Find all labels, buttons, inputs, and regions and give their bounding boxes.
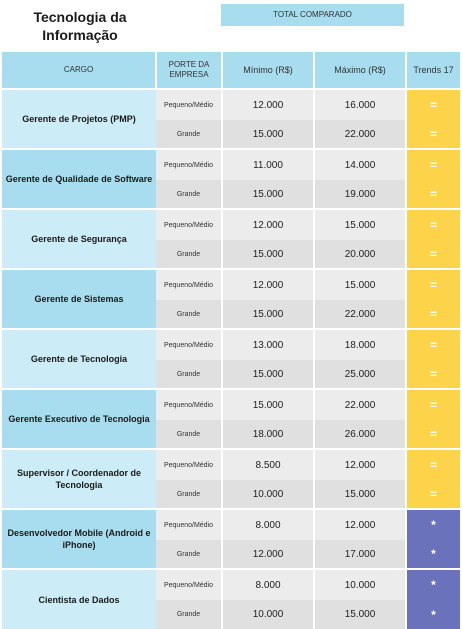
table-body <box>2 89 460 629</box>
porte-cell: Grande <box>156 420 222 449</box>
trend-equal-icon: = <box>406 269 460 300</box>
cargo-cell: Gerente de Sistemas <box>2 269 156 329</box>
porte-cell: Grande <box>156 120 222 149</box>
cargo-cell: Gerente de Tecnologia <box>2 329 156 389</box>
min-salary-cell: 8.500 <box>222 449 314 480</box>
trend-equal-icon: = <box>406 240 460 269</box>
max-salary-cell: 12.000 <box>314 509 406 540</box>
max-salary-cell: 19.000 <box>314 180 406 209</box>
header-trends: Trends 17 <box>406 52 460 89</box>
header-maximo: Máximo (R$) <box>314 52 406 89</box>
min-salary-cell: 8.000 <box>222 569 314 600</box>
trend-equal-icon: = <box>406 449 460 480</box>
total-compared-banner: TOTAL COMPARADO <box>221 4 404 26</box>
trend-equal-icon: = <box>406 149 460 180</box>
porte-cell: Pequeno/Médio <box>156 389 222 420</box>
header-minimo: Mínimo (R$) <box>222 52 314 89</box>
max-salary-cell: 17.000 <box>314 540 406 569</box>
min-salary-cell: 15.000 <box>222 300 314 329</box>
trend-equal-icon: = <box>406 389 460 420</box>
trend-asterisk-icon: * <box>406 509 460 540</box>
trend-equal-icon: = <box>406 89 460 120</box>
salary-table <box>2 52 460 629</box>
min-salary-cell: 18.000 <box>222 420 314 449</box>
min-salary-cell: 13.000 <box>222 329 314 360</box>
porte-cell: Grande <box>156 180 222 209</box>
table-header-row <box>2 52 460 89</box>
max-salary-cell: 15.000 <box>314 269 406 300</box>
min-salary-cell: 15.000 <box>222 120 314 149</box>
max-salary-cell: 22.000 <box>314 389 406 420</box>
trend-equal-icon: = <box>406 209 460 240</box>
min-salary-cell: 11.000 <box>222 149 314 180</box>
trend-asterisk-icon: * <box>406 600 460 629</box>
min-salary-cell: 15.000 <box>222 389 314 420</box>
max-salary-cell: 15.000 <box>314 480 406 509</box>
cargo-cell: Supervisor / Coordenador de Tecnologia <box>2 449 156 509</box>
trend-equal-icon: = <box>406 329 460 360</box>
header-porte: PORTE DA EMPRESA <box>156 52 222 89</box>
porte-cell: Pequeno/Médio <box>156 449 222 480</box>
porte-cell: Pequeno/Médio <box>156 209 222 240</box>
max-salary-cell: 12.000 <box>314 449 406 480</box>
porte-cell: Pequeno/Médio <box>156 509 222 540</box>
porte-cell: Grande <box>156 540 222 569</box>
porte-cell: Grande <box>156 300 222 329</box>
max-salary-cell: 26.000 <box>314 420 406 449</box>
max-salary-cell: 14.000 <box>314 149 406 180</box>
porte-cell: Pequeno/Médio <box>156 569 222 600</box>
max-salary-cell: 15.000 <box>314 209 406 240</box>
porte-cell: Grande <box>156 600 222 629</box>
porte-cell: Pequeno/Médio <box>156 89 222 120</box>
table-row <box>2 209 460 240</box>
page-title: Tecnologia da Informação <box>33 9 127 43</box>
max-salary-cell: 16.000 <box>314 89 406 120</box>
trend-asterisk-icon: * <box>406 540 460 569</box>
min-salary-cell: 10.000 <box>222 480 314 509</box>
porte-cell: Pequeno/Médio <box>156 149 222 180</box>
table-row <box>2 389 460 420</box>
porte-cell: Grande <box>156 480 222 509</box>
trend-equal-icon: = <box>406 180 460 209</box>
max-salary-cell: 18.000 <box>314 329 406 360</box>
max-salary-cell: 22.000 <box>314 120 406 149</box>
min-salary-cell: 12.000 <box>222 89 314 120</box>
trend-asterisk-icon: * <box>406 569 460 600</box>
table-row <box>2 149 460 180</box>
trend-equal-icon: = <box>406 360 460 389</box>
porte-cell: Grande <box>156 360 222 389</box>
cargo-cell: Cientista de Dados <box>2 569 156 629</box>
max-salary-cell: 15.000 <box>314 600 406 629</box>
porte-cell: Pequeno/Médio <box>156 269 222 300</box>
porte-cell: Pequeno/Médio <box>156 329 222 360</box>
cargo-cell: Gerente de Segurança <box>2 209 156 269</box>
trend-equal-icon: = <box>406 420 460 449</box>
trend-equal-icon: = <box>406 480 460 509</box>
min-salary-cell: 10.000 <box>222 600 314 629</box>
trend-equal-icon: = <box>406 120 460 149</box>
table-row <box>2 269 460 300</box>
cargo-cell: Gerente Executivo de Tecnologia <box>2 389 156 449</box>
cargo-cell: Gerente de Qualidade de Software <box>2 149 156 209</box>
trend-equal-icon: = <box>406 300 460 329</box>
min-salary-cell: 12.000 <box>222 269 314 300</box>
table-row <box>2 509 460 540</box>
max-salary-cell: 25.000 <box>314 360 406 389</box>
porte-cell: Grande <box>156 240 222 269</box>
max-salary-cell: 10.000 <box>314 569 406 600</box>
table-row <box>2 89 460 120</box>
cargo-cell: Desenvolvedor Mobile (Android e iPhone) <box>2 509 156 569</box>
table-row <box>2 569 460 600</box>
table-row <box>2 329 460 360</box>
min-salary-cell: 15.000 <box>222 360 314 389</box>
min-salary-cell: 8.000 <box>222 509 314 540</box>
cargo-cell: Gerente de Projetos (PMP) <box>2 89 156 149</box>
min-salary-cell: 15.000 <box>222 180 314 209</box>
header-cargo: CARGO <box>2 52 156 89</box>
max-salary-cell: 20.000 <box>314 240 406 269</box>
table-row <box>2 449 460 480</box>
min-salary-cell: 15.000 <box>222 240 314 269</box>
max-salary-cell: 22.000 <box>314 300 406 329</box>
min-salary-cell: 12.000 <box>222 540 314 569</box>
min-salary-cell: 12.000 <box>222 209 314 240</box>
